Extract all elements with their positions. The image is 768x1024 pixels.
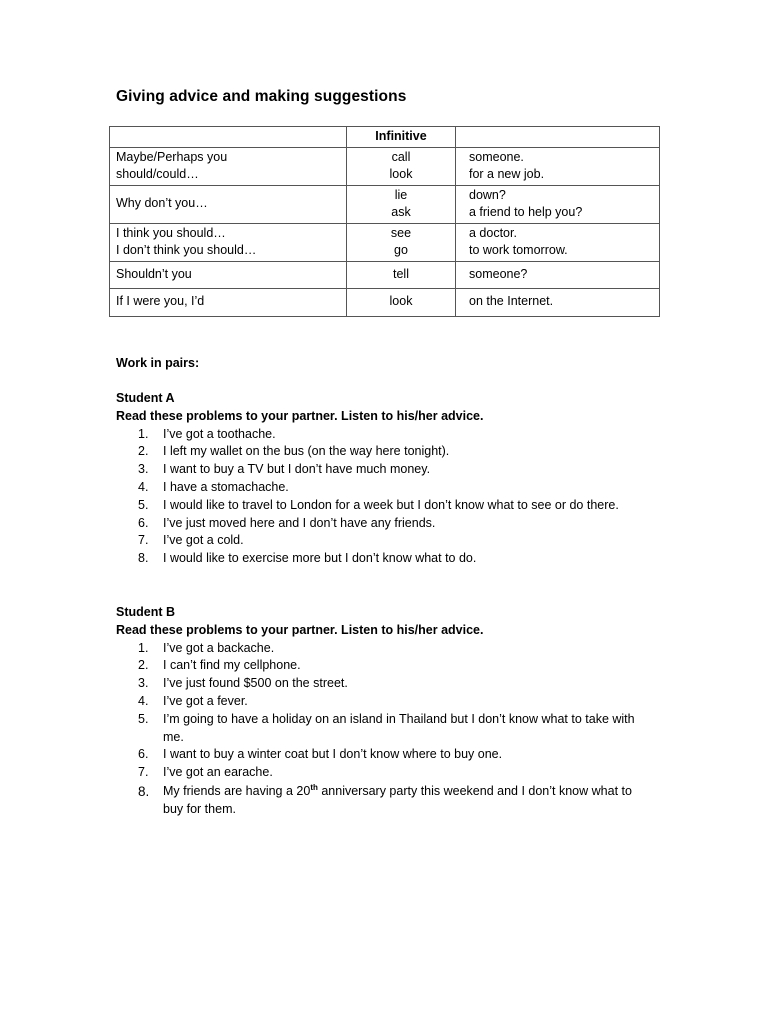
- list-item-text: I left my wallet on the bus (on the way here tonight).: [163, 444, 450, 459]
- list-item-text: I’m going to have a holiday on an island in Thailand but I don’t know what to take with me.: [163, 711, 635, 744]
- table-cell-line: Shouldn’t you: [116, 266, 192, 281]
- table-cell-rest: [456, 223, 660, 261]
- table-cell-verb: [347, 185, 456, 223]
- table-cell-line: someone?: [469, 266, 528, 281]
- table-cell-line: I think you should…: [116, 225, 226, 240]
- list-item-text: I have a stomachache.: [163, 479, 289, 494]
- list-item-text: I would like to travel to London for a week but I don’t know what to see or do there.: [163, 497, 619, 512]
- table-row: [110, 223, 660, 261]
- list-item-text: I’ve just found $500 on the street.: [163, 676, 348, 691]
- list-item-number: 6.: [138, 747, 149, 762]
- list-item: [116, 764, 653, 782]
- table-cell-phrase: [110, 223, 347, 261]
- work-in-pairs-label: [116, 355, 199, 373]
- list-item: [116, 461, 653, 479]
- list-item-text: I’ve got a cold.: [163, 533, 244, 548]
- list-item-number: 4.: [138, 479, 149, 494]
- header-cell-phrase: [110, 127, 347, 148]
- table-cell-line: tell: [393, 266, 409, 281]
- table-cell-rest: [456, 261, 660, 288]
- table-cell-verb: [347, 288, 456, 316]
- list-item-text: I can’t find my cellphone.: [163, 658, 301, 673]
- student-b-problem-list: [116, 640, 653, 819]
- list-item: [116, 783, 653, 819]
- list-item: [116, 497, 653, 515]
- table-row: [110, 147, 660, 185]
- table-cell-verb: [347, 223, 456, 261]
- student-a-heading: Student A: [116, 391, 175, 405]
- list-item: [116, 443, 653, 461]
- grammar-table: [109, 126, 660, 317]
- list-item: [116, 479, 653, 497]
- list-item: [116, 657, 653, 675]
- list-item-number: 2.: [138, 444, 149, 459]
- list-item-text: I’ve got a backache.: [163, 640, 275, 655]
- table-cell-phrase: [110, 185, 347, 223]
- table-cell-line: call: [391, 149, 411, 164]
- list-item-number: 1.: [138, 640, 149, 655]
- table-cell-line: should/could…: [116, 167, 199, 181]
- table-cell-line: for a new job.: [469, 167, 545, 181]
- list-item-text: I want to buy a TV but I don’t have much money.: [163, 462, 431, 477]
- table-cell-line: someone.: [469, 149, 524, 164]
- ordinal-suffix: th: [310, 782, 318, 792]
- list-item-number: 8.: [138, 783, 150, 799]
- table-cell-line: down?: [469, 187, 506, 202]
- table-cell-line: lie: [394, 187, 408, 202]
- list-item-text: I’ve got a fever.: [163, 693, 248, 708]
- table-cell-phrase: [110, 261, 347, 288]
- table-cell-rest: [456, 185, 660, 223]
- list-item-number: 4.: [138, 693, 149, 708]
- list-item-number: 6.: [138, 515, 149, 530]
- list-item: [116, 746, 653, 764]
- table-cell-verb: [347, 261, 456, 288]
- list-item: [116, 515, 653, 533]
- table-header-row: [110, 127, 660, 148]
- list-item: [116, 426, 653, 444]
- table-cell-line: go: [394, 243, 408, 257]
- list-item-text: I want to buy a winter coat but I don’t know where to buy one.: [163, 747, 503, 762]
- list-item-text: My friends are having a 20: [163, 783, 311, 798]
- table-cell-line: look: [389, 294, 413, 309]
- list-item-number: 7.: [138, 765, 149, 780]
- table-cell-line: see: [390, 225, 412, 240]
- list-item-number: 5.: [138, 711, 149, 726]
- header-cell-rest: [456, 127, 660, 148]
- student-a-problem-list: [116, 426, 653, 568]
- list-item-number: 2.: [138, 658, 149, 673]
- student-b-instruction: Read these problems to your partner. Listen to his/her advice.: [116, 622, 484, 637]
- table-cell-line: to work tomorrow.: [469, 243, 568, 257]
- table-cell-line: ask: [391, 205, 411, 219]
- student-b-section: [116, 604, 653, 819]
- list-item-text: I would like to exercise more but I don’t know what to do.: [163, 551, 477, 566]
- list-item-text: I’ve got a toothache.: [163, 426, 276, 441]
- table-cell-rest: [456, 288, 660, 316]
- table-cell-line: Why don’t you…: [116, 196, 208, 211]
- list-item-text: I’ve got an earache.: [163, 765, 273, 780]
- table-cell-line: on the Internet.: [469, 294, 554, 309]
- table-cell-line: a friend to help you?: [469, 205, 583, 219]
- list-item-number: 1.: [138, 426, 149, 441]
- list-item-number: 7.: [138, 533, 149, 548]
- list-item-number: 3.: [138, 462, 149, 477]
- table-cell-line: a doctor.: [469, 225, 517, 240]
- list-item-number: 3.: [138, 676, 149, 691]
- table-row: [110, 261, 660, 288]
- list-item: [116, 550, 653, 568]
- table-cell-rest: [456, 147, 660, 185]
- student-a-instruction: Read these problems to your partner. Listen to his/her advice.: [116, 408, 484, 423]
- table-cell-phrase: [110, 147, 347, 185]
- table-cell-line: Maybe/Perhaps you: [116, 149, 228, 164]
- student-a-section: [116, 390, 653, 568]
- table-row: [110, 185, 660, 223]
- list-item: [116, 532, 653, 550]
- table-cell-phrase: [110, 288, 347, 316]
- list-item-number: 8.: [138, 551, 149, 566]
- student-b-heading: Student B: [116, 605, 176, 619]
- work-in-pairs-text: Work in pairs:: [116, 356, 200, 370]
- list-item: [116, 693, 653, 711]
- list-item: [116, 711, 653, 747]
- header-cell-infinitive: Infinitive: [347, 127, 456, 148]
- table-cell-line: If I were you, I’d: [116, 294, 205, 309]
- table-cell-line: I don’t think you should…: [116, 243, 257, 257]
- list-item: [116, 640, 653, 658]
- page-title: Giving advice and making suggestions: [116, 88, 407, 105]
- list-item-text: I’ve just moved here and I don’t have any friends.: [163, 515, 436, 530]
- list-item-text: anniversary party this weekend and I don’t know what to buy for them.: [163, 783, 632, 816]
- list-item: [116, 675, 653, 693]
- table-row: [110, 288, 660, 316]
- list-item-number: 5.: [138, 497, 149, 512]
- table-cell-verb: [347, 147, 456, 185]
- table-cell-line: look: [389, 167, 413, 181]
